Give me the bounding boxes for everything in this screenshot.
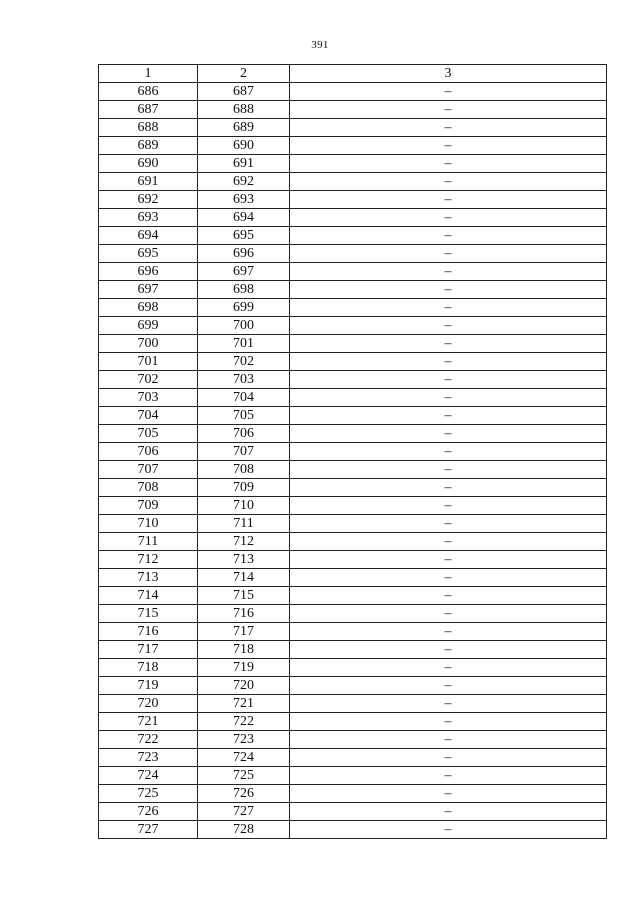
table-cell-col-2: 715 bbox=[198, 587, 290, 605]
table-cell-col-2: 711 bbox=[198, 515, 290, 533]
table-cell-col-1: 723 bbox=[99, 749, 198, 767]
table-row bbox=[99, 443, 607, 461]
table-cell-col-2: 713 bbox=[198, 551, 290, 569]
table-cell-col-2: 699 bbox=[198, 299, 290, 317]
table-row bbox=[99, 497, 607, 515]
table-cell-col-1: 695 bbox=[99, 245, 198, 263]
table-cell-col-2: 720 bbox=[198, 677, 290, 695]
table-cell-col-2: 705 bbox=[198, 407, 290, 425]
table-cell-col-1: 697 bbox=[99, 281, 198, 299]
table-cell-col-3: – bbox=[290, 119, 607, 137]
table-cell-col-1: 725 bbox=[99, 785, 198, 803]
table-cell-col-3: – bbox=[290, 533, 607, 551]
table-row bbox=[99, 461, 607, 479]
table-cell-col-3: – bbox=[290, 443, 607, 461]
table-row bbox=[99, 227, 607, 245]
table-cell-col-3: – bbox=[290, 209, 607, 227]
table-row bbox=[99, 731, 607, 749]
table-cell-col-3: – bbox=[290, 749, 607, 767]
table-cell-col-3: – bbox=[290, 101, 607, 119]
table-cell-col-2: 697 bbox=[198, 263, 290, 281]
table-row bbox=[99, 173, 607, 191]
table-cell-col-3: – bbox=[290, 515, 607, 533]
table-cell-col-3: – bbox=[290, 227, 607, 245]
table-cell-col-2: 721 bbox=[198, 695, 290, 713]
table-cell-col-1: 717 bbox=[99, 641, 198, 659]
table-row bbox=[99, 119, 607, 137]
table-cell-col-1: 713 bbox=[99, 569, 198, 587]
table-cell-col-3: – bbox=[290, 245, 607, 263]
table-cell-col-3: – bbox=[290, 281, 607, 299]
table-cell-col-3: – bbox=[290, 803, 607, 821]
table-row bbox=[99, 353, 607, 371]
table-row bbox=[99, 389, 607, 407]
table-cell-col-1: 705 bbox=[99, 425, 198, 443]
table-cell-col-1: 701 bbox=[99, 353, 198, 371]
table-cell-col-2: 717 bbox=[198, 623, 290, 641]
table-cell-col-3: – bbox=[290, 731, 607, 749]
table-cell-col-3: – bbox=[290, 137, 607, 155]
table-cell-col-1: 711 bbox=[99, 533, 198, 551]
table-cell-col-2: 689 bbox=[198, 119, 290, 137]
table-cell-col-1: 710 bbox=[99, 515, 198, 533]
table-row bbox=[99, 83, 607, 101]
table-header-row bbox=[99, 65, 607, 83]
table-cell-col-2: 695 bbox=[198, 227, 290, 245]
table-cell-col-3: – bbox=[290, 605, 607, 623]
table-cell-col-3: – bbox=[290, 767, 607, 785]
table-row bbox=[99, 821, 607, 839]
table-cell-col-1: 718 bbox=[99, 659, 198, 677]
table-cell-col-1: 698 bbox=[99, 299, 198, 317]
table-row bbox=[99, 407, 607, 425]
table-cell-col-2: 703 bbox=[198, 371, 290, 389]
data-table bbox=[98, 64, 607, 839]
table-cell-col-1: 719 bbox=[99, 677, 198, 695]
table-cell-col-3: – bbox=[290, 785, 607, 803]
table-row bbox=[99, 605, 607, 623]
table-cell-col-3: – bbox=[290, 299, 607, 317]
table-row bbox=[99, 569, 607, 587]
table-cell-col-3: – bbox=[290, 425, 607, 443]
table-cell-col-2: 716 bbox=[198, 605, 290, 623]
table-cell-col-2: 719 bbox=[198, 659, 290, 677]
table-cell-col-3: – bbox=[290, 677, 607, 695]
table-row bbox=[99, 587, 607, 605]
table-cell-col-2: 708 bbox=[198, 461, 290, 479]
table-row bbox=[99, 533, 607, 551]
table-cell-col-2: 726 bbox=[198, 785, 290, 803]
table-row bbox=[99, 641, 607, 659]
column-header-2: 2 bbox=[198, 65, 290, 83]
table-cell-col-1: 715 bbox=[99, 605, 198, 623]
table-cell-col-2: 710 bbox=[198, 497, 290, 515]
table-cell-col-2: 701 bbox=[198, 335, 290, 353]
table-row bbox=[99, 245, 607, 263]
table-cell-col-1: 689 bbox=[99, 137, 198, 155]
table-row bbox=[99, 371, 607, 389]
table-cell-col-3: – bbox=[290, 83, 607, 101]
table-cell-col-1: 694 bbox=[99, 227, 198, 245]
table-cell-col-1: 712 bbox=[99, 551, 198, 569]
table-row bbox=[99, 659, 607, 677]
table-cell-col-1: 716 bbox=[99, 623, 198, 641]
table-cell-col-2: 709 bbox=[198, 479, 290, 497]
table-row bbox=[99, 515, 607, 533]
table-cell-col-1: 704 bbox=[99, 407, 198, 425]
table-cell-col-2: 714 bbox=[198, 569, 290, 587]
table-row bbox=[99, 479, 607, 497]
table-cell-col-3: – bbox=[290, 569, 607, 587]
table-cell-col-1: 720 bbox=[99, 695, 198, 713]
table-row bbox=[99, 263, 607, 281]
table-cell-col-3: – bbox=[290, 551, 607, 569]
table-cell-col-1: 727 bbox=[99, 821, 198, 839]
table-row bbox=[99, 425, 607, 443]
table-row bbox=[99, 623, 607, 641]
table-cell-col-2: 702 bbox=[198, 353, 290, 371]
table-cell-col-1: 707 bbox=[99, 461, 198, 479]
table-cell-col-1: 691 bbox=[99, 173, 198, 191]
table-cell-col-1: 724 bbox=[99, 767, 198, 785]
table-cell-col-1: 690 bbox=[99, 155, 198, 173]
table-cell-col-2: 698 bbox=[198, 281, 290, 299]
table-cell-col-1: 699 bbox=[99, 317, 198, 335]
table-cell-col-3: – bbox=[290, 371, 607, 389]
table-cell-col-2: 712 bbox=[198, 533, 290, 551]
table-cell-col-1: 708 bbox=[99, 479, 198, 497]
table-row bbox=[99, 335, 607, 353]
table-cell-col-1: 726 bbox=[99, 803, 198, 821]
table-cell-col-2: 704 bbox=[198, 389, 290, 407]
table-cell-col-1: 696 bbox=[99, 263, 198, 281]
table-row bbox=[99, 209, 607, 227]
table-cell-col-1: 706 bbox=[99, 443, 198, 461]
table-cell-col-1: 702 bbox=[99, 371, 198, 389]
table-cell-col-3: – bbox=[290, 407, 607, 425]
table-cell-col-2: 725 bbox=[198, 767, 290, 785]
table-row bbox=[99, 299, 607, 317]
table-cell-col-2: 693 bbox=[198, 191, 290, 209]
table-cell-col-2: 694 bbox=[198, 209, 290, 227]
table-row bbox=[99, 749, 607, 767]
table-cell-col-2: 690 bbox=[198, 137, 290, 155]
table-cell-col-1: 686 bbox=[99, 83, 198, 101]
table-cell-col-2: 688 bbox=[198, 101, 290, 119]
table-cell-col-3: – bbox=[290, 623, 607, 641]
table-row bbox=[99, 155, 607, 173]
table-cell-col-1: 721 bbox=[99, 713, 198, 731]
table-cell-col-1: 688 bbox=[99, 119, 198, 137]
table-cell-col-3: – bbox=[290, 479, 607, 497]
table-cell-col-1: 703 bbox=[99, 389, 198, 407]
table-row bbox=[99, 713, 607, 731]
page-number: 391 bbox=[311, 39, 329, 51]
table-cell-col-2: 727 bbox=[198, 803, 290, 821]
table-cell-col-2: 718 bbox=[198, 641, 290, 659]
table-cell-col-2: 707 bbox=[198, 443, 290, 461]
column-header-1: 1 bbox=[99, 65, 198, 83]
table-cell-col-2: 722 bbox=[198, 713, 290, 731]
table-cell-col-1: 693 bbox=[99, 209, 198, 227]
table-row bbox=[99, 191, 607, 209]
table-cell-col-1: 722 bbox=[99, 731, 198, 749]
table-cell-col-3: – bbox=[290, 263, 607, 281]
table-cell-col-3: – bbox=[290, 173, 607, 191]
table-cell-col-3: – bbox=[290, 695, 607, 713]
table-cell-col-3: – bbox=[290, 353, 607, 371]
table-row bbox=[99, 317, 607, 335]
table-row bbox=[99, 767, 607, 785]
table-cell-col-3: – bbox=[290, 713, 607, 731]
table-cell-col-1: 687 bbox=[99, 101, 198, 119]
table-cell-col-3: – bbox=[290, 335, 607, 353]
table-cell-col-1: 692 bbox=[99, 191, 198, 209]
table-cell-col-2: 728 bbox=[198, 821, 290, 839]
table-cell-col-2: 706 bbox=[198, 425, 290, 443]
table-cell-col-3: – bbox=[290, 155, 607, 173]
table-cell-col-3: – bbox=[290, 587, 607, 605]
table-cell-col-1: 700 bbox=[99, 335, 198, 353]
table-row bbox=[99, 785, 607, 803]
table-cell-col-3: – bbox=[290, 389, 607, 407]
table-row bbox=[99, 137, 607, 155]
table-cell-col-2: 696 bbox=[198, 245, 290, 263]
table-cell-col-1: 714 bbox=[99, 587, 198, 605]
table-row bbox=[99, 695, 607, 713]
table-cell-col-2: 691 bbox=[198, 155, 290, 173]
table-cell-col-2: 723 bbox=[198, 731, 290, 749]
table-body bbox=[99, 83, 607, 839]
table-row bbox=[99, 281, 607, 299]
table-cell-col-3: – bbox=[290, 461, 607, 479]
table-cell-col-3: – bbox=[290, 659, 607, 677]
table-row bbox=[99, 677, 607, 695]
table-cell-col-3: – bbox=[290, 497, 607, 515]
table-cell-col-2: 687 bbox=[198, 83, 290, 101]
table-cell-col-3: – bbox=[290, 317, 607, 335]
table-row bbox=[99, 803, 607, 821]
table-row bbox=[99, 101, 607, 119]
table-cell-col-2: 724 bbox=[198, 749, 290, 767]
table-cell-col-3: – bbox=[290, 191, 607, 209]
column-header-3: 3 bbox=[290, 65, 607, 83]
table-cell-col-3: – bbox=[290, 821, 607, 839]
table-cell-col-1: 709 bbox=[99, 497, 198, 515]
table-cell-col-3: – bbox=[290, 641, 607, 659]
table-row bbox=[99, 551, 607, 569]
table-cell-col-2: 700 bbox=[198, 317, 290, 335]
table-cell-col-2: 692 bbox=[198, 173, 290, 191]
